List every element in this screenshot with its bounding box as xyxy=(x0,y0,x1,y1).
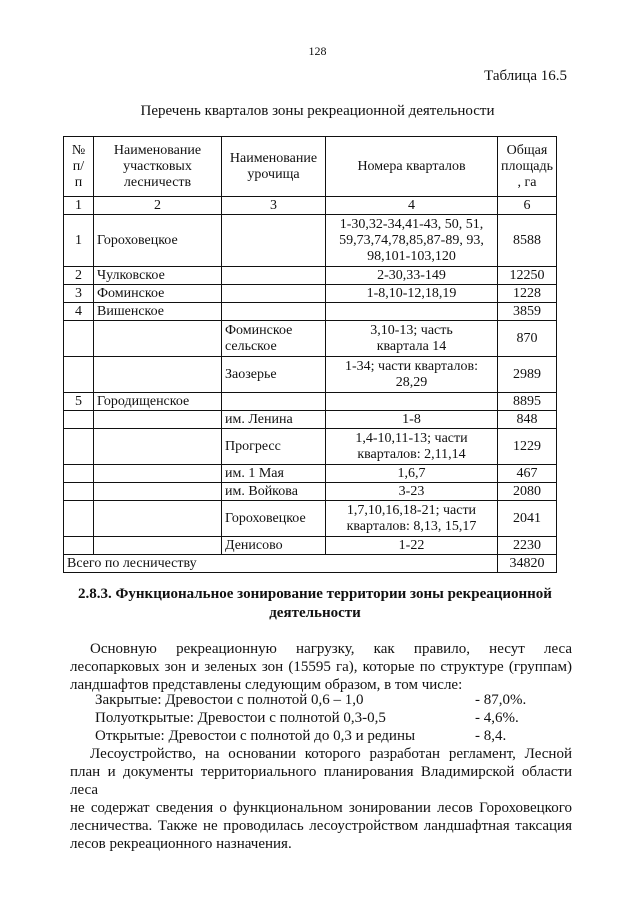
header-area: Общая площадь , га xyxy=(498,137,557,197)
col-number: 6 xyxy=(498,197,557,215)
row-num xyxy=(64,537,94,555)
row-forestry: Чулковское xyxy=(94,267,222,285)
row-area: 12250 xyxy=(498,267,557,285)
table-row xyxy=(64,321,557,357)
row-area: 2080 xyxy=(498,483,557,501)
header-quarters: Номера кварталов xyxy=(326,137,498,197)
row-num xyxy=(64,411,94,429)
paragraph-2: Лесоустройство, на основании которого разработан регламент, Лесной план и документы территориального планирования Владимирской области леса не содержат сведения о функциональном зонировании лесов Гороховецкого лесничества. Также не проводилась лесоустройством ландшафтная таксация лесов рекреационного назначения. xyxy=(70,746,572,852)
row-quarters: 1,7,10,16,18-21; части кварталов: 8,13, 15,17 xyxy=(326,501,498,537)
row-area: 8588 xyxy=(498,215,557,267)
row-num: 5 xyxy=(64,393,94,411)
row-forestry: Гороховецкое xyxy=(94,215,222,267)
row-quarters: 1,4-10,11-13; части кварталов: 2,11,14 xyxy=(326,429,498,465)
row-quarters xyxy=(326,393,498,411)
row-tract xyxy=(222,393,326,411)
row-quarters: 2-30,33-149 xyxy=(326,267,498,285)
row-area: 2989 xyxy=(498,357,557,393)
row-num xyxy=(64,483,94,501)
row-num xyxy=(64,357,94,393)
header-forestry: Наименование участковых лесничеств xyxy=(94,137,222,197)
row-area: 848 xyxy=(498,411,557,429)
table-row xyxy=(64,501,557,537)
row-area: 1228 xyxy=(498,285,557,303)
row-tract: Заозерье xyxy=(222,357,326,393)
section-title: 2.8.3. Функциональное зонирование территории зоны рекреационной деятельности xyxy=(78,586,552,621)
row-area: 2230 xyxy=(498,537,557,555)
list-item: Закрытые: Древостои с полнотой 0,6 – 1,0 - 87,0%. xyxy=(95,692,527,708)
table-row xyxy=(64,303,557,321)
row-forestry xyxy=(94,501,222,537)
table-header-row xyxy=(64,137,557,197)
list-item: Полуоткрытые: Древостои с полнотой 0,3-0,5 - 4,6%. xyxy=(95,710,519,726)
page-number: 128 xyxy=(308,44,327,58)
row-forestry xyxy=(94,465,222,483)
row-forestry: Вишенское xyxy=(94,303,222,321)
row-tract: им. Ленина xyxy=(222,411,326,429)
row-quarters: 3-23 xyxy=(326,483,498,501)
total-row xyxy=(64,555,557,573)
row-area: 870 xyxy=(498,321,557,357)
row-area: 8895 xyxy=(498,393,557,411)
header-tract: Наименование урочища xyxy=(222,137,326,197)
row-quarters: 1-30,32-34,41-43, 50, 51, 59,73,74,78,85,87-89, 93, 98,101-103,120 xyxy=(326,215,498,267)
total-area: 34820 xyxy=(498,555,557,573)
row-num xyxy=(64,465,94,483)
row-forestry: Фоминское xyxy=(94,285,222,303)
table-row xyxy=(64,393,557,411)
table-row xyxy=(64,411,557,429)
table-title: Перечень кварталов зоны рекреационной деятельности xyxy=(140,103,495,119)
row-tract xyxy=(222,285,326,303)
row-quarters: 1-22 xyxy=(326,537,498,555)
row-quarters: 1-34; части кварталов: 28,29 xyxy=(326,357,498,393)
row-quarters xyxy=(326,303,498,321)
row-num xyxy=(64,321,94,357)
row-forestry xyxy=(94,483,222,501)
list-item: Открытые: Древостои с полнотой до 0,3 и редины - 8,4. xyxy=(95,728,507,744)
total-label: Всего по лесничеству xyxy=(64,555,498,573)
row-tract xyxy=(222,215,326,267)
row-tract: Прогресс xyxy=(222,429,326,465)
table-row xyxy=(64,357,557,393)
row-area: 2041 xyxy=(498,501,557,537)
col-number: 4 xyxy=(326,197,498,215)
row-forestry xyxy=(94,411,222,429)
column-number-row xyxy=(64,197,557,215)
header-num: № п/ п xyxy=(64,137,94,197)
row-num: 3 xyxy=(64,285,94,303)
table-row xyxy=(64,465,557,483)
row-quarters: 1,6,7 xyxy=(326,465,498,483)
table-row xyxy=(64,537,557,555)
paragraph-1: Основную рекреационную нагрузку, как правило, несут леса лесопарковых зон и зеленых зон (15595 га), которые по структуре (группам) ландшафтов представлены следующим образом, в том числе: xyxy=(70,641,572,693)
row-quarters: 3,10-13; часть квартала 14 xyxy=(326,321,498,357)
row-area: 3859 xyxy=(498,303,557,321)
row-num xyxy=(64,429,94,465)
row-num: 4 xyxy=(64,303,94,321)
row-tract: Гороховецкое xyxy=(222,501,326,537)
row-tract xyxy=(222,267,326,285)
row-num xyxy=(64,501,94,537)
row-tract: им. Войкова xyxy=(222,483,326,501)
row-forestry xyxy=(94,357,222,393)
row-tract xyxy=(222,303,326,321)
row-num: 2 xyxy=(64,267,94,285)
quarters-table xyxy=(63,136,557,573)
row-forestry xyxy=(94,429,222,465)
table-row xyxy=(64,483,557,501)
col-number: 2 xyxy=(94,197,222,215)
row-forestry xyxy=(94,537,222,555)
row-forestry: Городищенское xyxy=(94,393,222,411)
row-tract: Фоминское сельское xyxy=(222,321,326,357)
table-label: Таблица 16.5 xyxy=(484,68,567,84)
col-number: 1 xyxy=(64,197,94,215)
row-quarters: 1-8,10-12,18,19 xyxy=(326,285,498,303)
row-tract: Денисово xyxy=(222,537,326,555)
row-forestry xyxy=(94,321,222,357)
row-quarters: 1-8 xyxy=(326,411,498,429)
table-row xyxy=(64,215,557,267)
row-tract: им. 1 Мая xyxy=(222,465,326,483)
row-area: 1229 xyxy=(498,429,557,465)
row-num: 1 xyxy=(64,215,94,267)
col-number: 3 xyxy=(222,197,326,215)
table-row xyxy=(64,429,557,465)
table-row xyxy=(64,267,557,285)
table-row xyxy=(64,285,557,303)
row-area: 467 xyxy=(498,465,557,483)
